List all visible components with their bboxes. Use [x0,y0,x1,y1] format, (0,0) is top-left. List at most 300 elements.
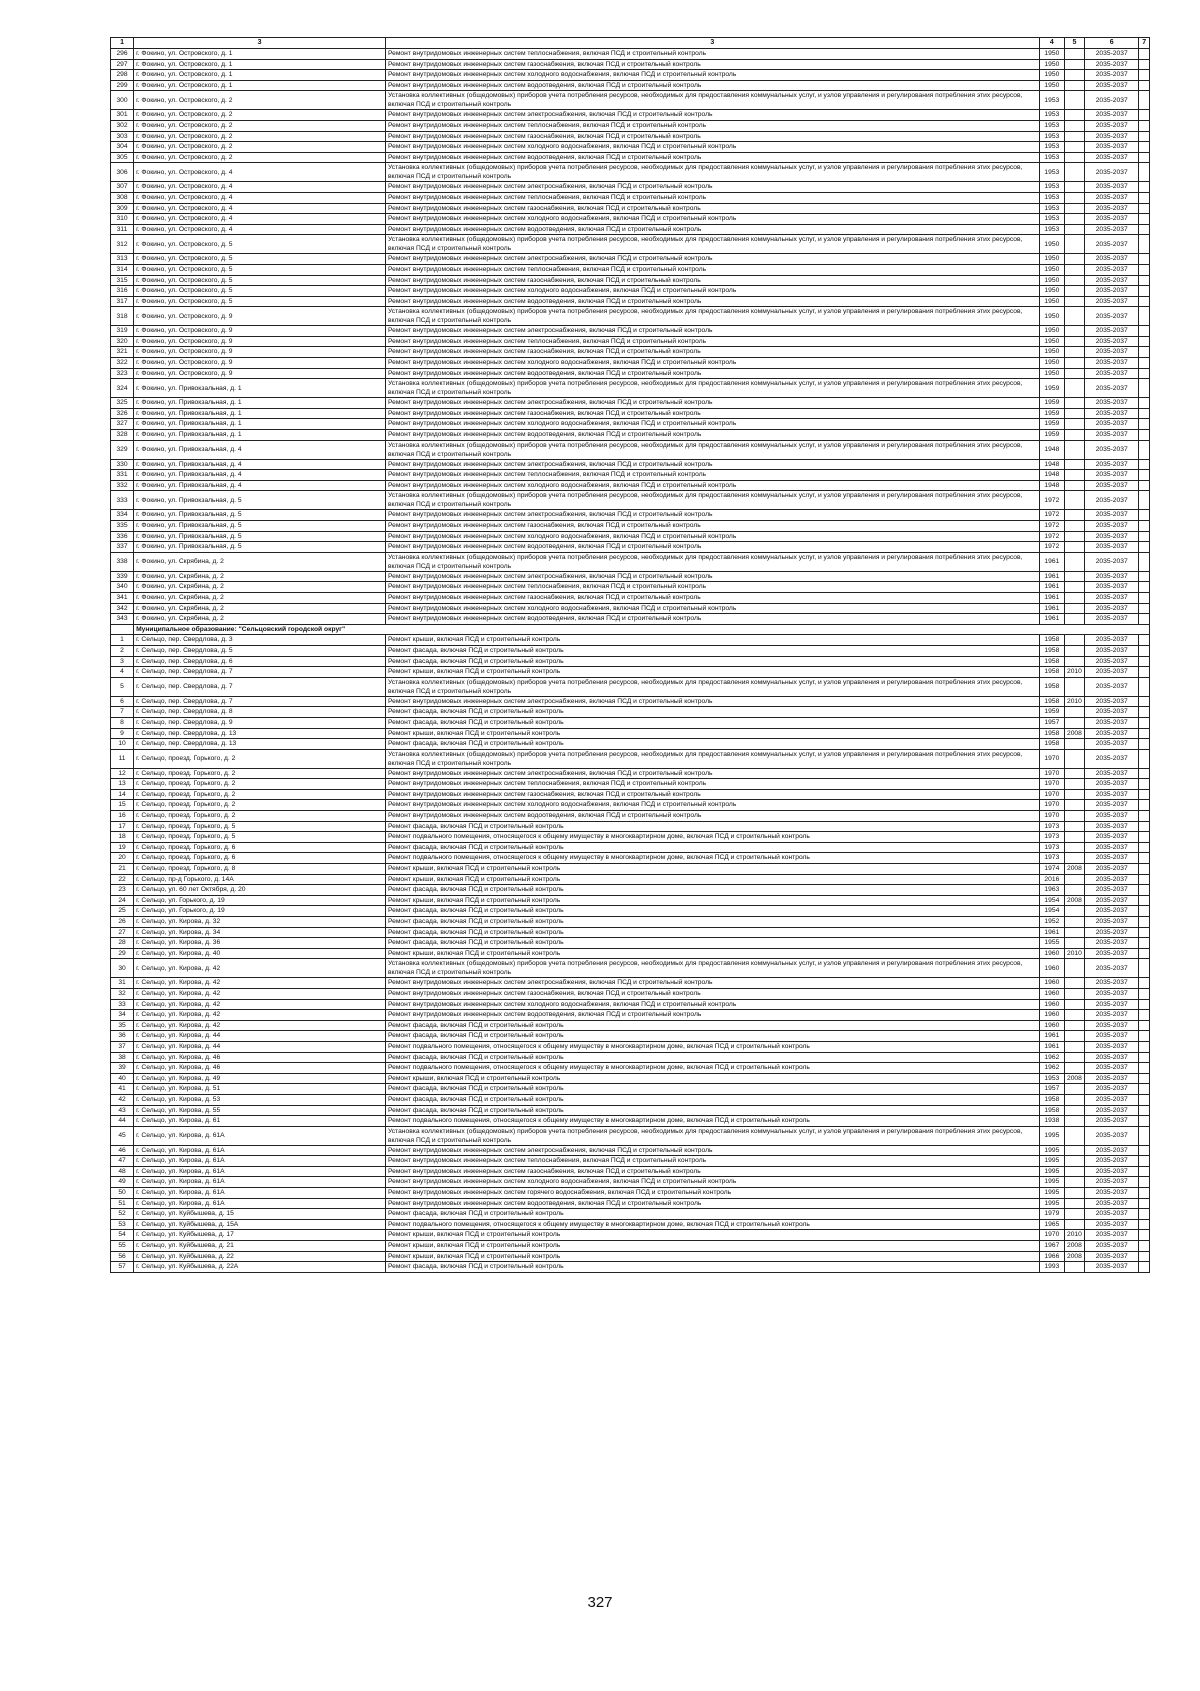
row-number: 20 [111,853,134,864]
row-work: Ремонт внутридомовых инженерных систем электроснабжения, включая ПСД и строительный контроль [385,254,1039,265]
row-last-repair-year [1064,163,1084,182]
row-col-7 [1139,821,1150,832]
row-address: г. Сельцо, ул. Кирова, д. 36 [134,938,386,949]
row-work: Ремонт внутридомовых инженерных систем теплоснабжения, включая ПСД и строительный контроль [385,49,1039,60]
row-number: 321 [111,347,134,358]
row-col-7 [1139,999,1150,1010]
row-address: г. Сельцо, пер. Свердлова, д. 9 [134,717,386,728]
table-row [111,1084,1150,1095]
row-address: г. Сельцо, ул. Кирова, д. 55 [134,1105,386,1116]
row-period: 2035-2037 [1084,1219,1139,1230]
row-year: 1958 [1039,739,1064,750]
row-col-7 [1139,1251,1150,1262]
row-work: Ремонт подвального помещения, относящегося к общему имуществу в многоквартирном доме, включая ПСД и строительный контроль [385,1116,1039,1127]
row-number: 299 [111,80,134,91]
row-col-7 [1139,789,1150,800]
row-last-repair-year [1064,120,1084,131]
row-number: 34 [111,1010,134,1021]
row-last-repair-year [1064,1209,1084,1220]
row-col-7 [1139,142,1150,153]
row-period: 2035-2037 [1084,326,1139,337]
row-period: 2035-2037 [1084,182,1139,193]
row-col-7 [1139,832,1150,843]
header-col-4: 4 [1039,38,1064,49]
row-year: 1953 [1039,224,1064,235]
row-work: Ремонт внутридомовых инженерных систем электроснабжения, включая ПСД и строительный контроль [385,510,1039,521]
table-row [111,142,1150,153]
row-address: г. Фокино, ул. Островского, д. 9 [134,347,386,358]
row-year: 1995 [1039,1156,1064,1167]
row-last-repair-year [1064,1262,1084,1273]
row-number: 46 [111,1145,134,1156]
row-year: 1995 [1039,1198,1064,1209]
row-address: г. Сельцо, ул. Куйбышева, д. 21 [134,1241,386,1252]
table-row [111,379,1150,398]
row-address: г. Сельцо, ул. Куйбышева, д. 17 [134,1230,386,1241]
row-number: 26 [111,917,134,928]
table-row [111,874,1150,885]
row-work: Установка коллективных (общедомовых) приборов учета потребления ресурсов, необходимых для предоставления коммунальных услуг, и узлов управления и регулирования потребления этих ресурсов, включая ПСД и строительный контроль [385,959,1039,978]
table-header-row [111,38,1150,49]
row-address: г. Сельцо, ул. Кирова, д. 51 [134,1084,386,1095]
row-work: Установка коллективных (общедомовых) приборов учета потребления ресурсов, необходимых для предоставления коммунальных услуг, и узлов управления и регулирования потребления этих ресурсов, включая ПСД и строительный контроль [385,235,1039,254]
table-row [111,552,1150,571]
row-year: 1950 [1039,307,1064,326]
row-year: 1948 [1039,440,1064,459]
row-col-7 [1139,491,1150,510]
row-number: 19 [111,842,134,853]
row-number: 44 [111,1116,134,1127]
row-work: Ремонт внутридомовых инженерных систем водоотведения, включая ПСД и строительный контроль [385,224,1039,235]
row-period: 2035-2037 [1084,717,1139,728]
table-row [111,917,1150,928]
row-number: 333 [111,491,134,510]
row-year: 1950 [1039,264,1064,275]
row-period: 2035-2037 [1084,336,1139,347]
row-last-repair-year [1064,430,1084,441]
row-last-repair-year [1064,1041,1084,1052]
row-col-7 [1139,895,1150,906]
table-row [111,614,1150,625]
row-work: Установка коллективных (общедомовых) приборов учета потребления ресурсов, необходимых для предоставления коммунальных услуг, и узлов управления и регулирования потребления этих ресурсов, включая ПСД и строительный контроль [385,440,1039,459]
row-year: 1957 [1039,717,1064,728]
row-last-repair-year [1064,326,1084,337]
row-address: г. Сельцо, проезд. Горького, д. 2 [134,749,386,768]
header-col-3: 3 [385,38,1039,49]
row-period: 2035-2037 [1084,152,1139,163]
row-work: Установка коллективных (общедомовых) приборов учета потребления ресурсов, необходимых для предоставления коммунальных услуг, и узлов управления и регулирования потребления этих ресурсов, включая ПСД и строительный контроль [385,1126,1039,1145]
row-address: г. Фокино, ул. Скрябина, д. 2 [134,582,386,593]
row-period: 2035-2037 [1084,1188,1139,1199]
row-period: 2035-2037 [1084,832,1139,843]
row-col-7 [1139,1052,1150,1063]
row-col-7 [1139,614,1150,625]
row-col-7 [1139,379,1150,398]
row-number: 1 [111,635,134,646]
row-work: Ремонт фасада, включая ПСД и строительный контроль [385,1262,1039,1273]
row-period: 2035-2037 [1084,789,1139,800]
row-period: 2035-2037 [1084,1156,1139,1167]
row-period: 2035-2037 [1084,264,1139,275]
row-year: 1953 [1039,131,1064,142]
table-row [111,821,1150,832]
row-address: г. Фокино, ул. Островского, д. 5 [134,275,386,286]
row-year: 1973 [1039,832,1064,843]
row-number: 11 [111,749,134,768]
row-period: 2035-2037 [1084,542,1139,553]
row-last-repair-year: 2008 [1064,895,1084,906]
row-last-repair-year [1064,1156,1084,1167]
row-period: 2035-2037 [1084,635,1139,646]
row-period: 2035-2037 [1084,1262,1139,1273]
row-year: 1953 [1039,203,1064,214]
row-col-7 [1139,635,1150,646]
row-last-repair-year [1064,800,1084,811]
row-last-repair-year: 2010 [1064,667,1084,678]
row-address: г. Сельцо, пер. Свердлова, д. 3 [134,635,386,646]
table-row [111,1230,1150,1241]
row-col-7 [1139,80,1150,91]
row-year: 1960 [1039,1020,1064,1031]
row-address: г. Фокино, ул. Островского, д. 1 [134,70,386,81]
table-row [111,131,1150,142]
row-last-repair-year [1064,203,1084,214]
row-period: 2035-2037 [1084,296,1139,307]
row-year: 1961 [1039,603,1064,614]
row-work: Ремонт внутридомовых инженерных систем газоснабжения, включая ПСД и строительный контроль [385,59,1039,70]
row-last-repair-year [1064,214,1084,225]
row-year: 1965 [1039,1219,1064,1230]
row-work: Установка коллективных (общедомовых) приборов учета потребления ресурсов, необходимых для предоставления коммунальных услуг, и узлов управления и регулирования потребления этих ресурсов, включая ПСД и строительный контроль [385,307,1039,326]
row-number: 313 [111,254,134,265]
row-col-7 [1139,1105,1150,1116]
row-address: г. Сельцо, ул. Кирова, д. 61А [134,1156,386,1167]
row-col-7 [1139,275,1150,286]
row-col-7 [1139,842,1150,853]
row-work: Ремонт внутридомовых инженерных систем водоотведения, включая ПСД и строительный контроль [385,80,1039,91]
row-address: г. Фокино, ул. Скрябина, д. 2 [134,571,386,582]
row-number: 316 [111,286,134,297]
row-col-7 [1139,480,1150,491]
table-row [111,906,1150,917]
row-work: Ремонт крыши, включая ПСД и строительный контроль [385,864,1039,875]
table-row [111,368,1150,379]
row-period: 2035-2037 [1084,1094,1139,1105]
row-period: 2035-2037 [1084,131,1139,142]
row-work: Ремонт крыши, включая ПСД и строительный контроль [385,635,1039,646]
row-work: Ремонт внутридомовых инженерных систем водоотведения, включая ПСД и строительный контроль [385,542,1039,553]
table-row [111,91,1150,110]
row-address: г. Сельцо, ул. Кирова, д. 53 [134,1094,386,1105]
row-period: 2035-2037 [1084,821,1139,832]
row-year: 1958 [1039,635,1064,646]
row-last-repair-year [1064,1126,1084,1145]
row-period: 2035-2037 [1084,49,1139,60]
row-period: 2035-2037 [1084,906,1139,917]
row-work: Ремонт внутридомовых инженерных систем электроснабжения, включая ПСД и строительный контроль [385,398,1039,409]
row-address: г. Фокино, ул. Привокзальная, д. 1 [134,398,386,409]
row-number: 312 [111,235,134,254]
row-work: Установка коллективных (общедомовых) приборов учета потребления ресурсов, необходимых для предоставления коммунальных услуг, и узлов управления и регулирования потребления этих ресурсов, включая ПСД и строительный контроль [385,491,1039,510]
row-year: 1938 [1039,1116,1064,1127]
row-work: Ремонт внутридомовых инженерных систем теплоснабжения, включая ПСД и строительный контроль [385,779,1039,790]
table-row [111,440,1150,459]
table-row [111,1251,1150,1262]
row-year: 1972 [1039,531,1064,542]
row-period: 2035-2037 [1084,1073,1139,1084]
row-period: 2035-2037 [1084,707,1139,718]
row-col-7 [1139,521,1150,532]
row-year: 1973 [1039,821,1064,832]
row-year: 1966 [1039,1251,1064,1262]
row-work: Ремонт фасада, включая ПСД и строительный контроль [385,927,1039,938]
row-work: Ремонт внутридомовых инженерных систем холодного водоснабжения, включая ПСД и строительный контроль [385,358,1039,369]
row-year: 1950 [1039,347,1064,358]
row-period: 2035-2037 [1084,235,1139,254]
row-address: г. Фокино, ул. Островского, д. 2 [134,120,386,131]
row-col-7 [1139,1209,1150,1220]
row-year: 1959 [1039,398,1064,409]
row-year: 1950 [1039,275,1064,286]
row-last-repair-year [1064,275,1084,286]
row-last-repair-year: 2008 [1064,1073,1084,1084]
row-period: 2035-2037 [1084,768,1139,779]
table-row [111,1052,1150,1063]
row-work: Ремонт подвального помещения, относящегося к общему имуществу в многоквартирном доме, включая ПСД и строительный контроль [385,832,1039,843]
row-last-repair-year [1064,1010,1084,1021]
table-row [111,779,1150,790]
row-period: 2035-2037 [1084,275,1139,286]
row-period: 2035-2037 [1084,521,1139,532]
row-last-repair-year [1064,938,1084,949]
row-work: Ремонт внутридомовых инженерных систем теплоснабжения, включая ПСД и строительный контроль [385,1156,1039,1167]
row-work: Ремонт внутридомовых инженерных систем холодного водоснабжения, включая ПСД и строительный контроль [385,142,1039,153]
row-col-7 [1139,592,1150,603]
row-col-7 [1139,1241,1150,1252]
table-row [111,264,1150,275]
row-period: 2035-2037 [1084,677,1139,696]
row-number: 40 [111,1073,134,1084]
row-work: Ремонт внутридомовых инженерных систем холодного водоснабжения, включая ПСД и строительный контроль [385,286,1039,297]
row-number: 51 [111,1198,134,1209]
row-period: 2035-2037 [1084,592,1139,603]
row-year: 1967 [1039,1241,1064,1252]
row-number: 343 [111,614,134,625]
row-year: 1952 [1039,917,1064,928]
row-year: 1950 [1039,49,1064,60]
row-number: 322 [111,358,134,369]
row-year: 1961 [1039,1041,1064,1052]
row-year: 1960 [1039,999,1064,1010]
row-col-7 [1139,1219,1150,1230]
row-address: г. Сельцо, ул. Кирова, д. 61А [134,1145,386,1156]
row-period: 2035-2037 [1084,1230,1139,1241]
row-address: г. Фокино, ул. Скрябина, д. 2 [134,603,386,614]
row-work: Ремонт внутридомовых инженерных систем теплоснабжения, включая ПСД и строительный контроль [385,120,1039,131]
row-col-7 [1139,214,1150,225]
row-year: 1970 [1039,749,1064,768]
row-last-repair-year [1064,821,1084,832]
row-col-7 [1139,347,1150,358]
row-work: Ремонт крыши, включая ПСД и строительный контроль [385,895,1039,906]
row-col-7 [1139,1084,1150,1095]
row-work: Ремонт внутридомовых инженерных систем горячего водоснабжения, включая ПСД и строительный контроль [385,1188,1039,1199]
row-period: 2035-2037 [1084,254,1139,265]
row-year: 1972 [1039,510,1064,521]
row-work: Ремонт внутридомовых инженерных систем газоснабжения, включая ПСД и строительный контроль [385,592,1039,603]
row-work: Ремонт крыши, включая ПСД и строительный контроль [385,1251,1039,1262]
row-period: 2035-2037 [1084,203,1139,214]
row-work: Ремонт внутридомовых инженерных систем электроснабжения, включая ПСД и строительный контроль [385,326,1039,337]
row-year: 1960 [1039,948,1064,959]
row-number: 48 [111,1166,134,1177]
row-last-repair-year [1064,811,1084,822]
row-address: г. Сельцо, ул. Кирова, д. 61А [134,1198,386,1209]
row-work: Ремонт внутридомовых инженерных систем холодного водоснабжения, включая ПСД и строительный контроль [385,603,1039,614]
row-period: 2035-2037 [1084,1209,1139,1220]
row-year: 1954 [1039,895,1064,906]
row-work: Ремонт фасада, включая ПСД и строительный контроль [385,821,1039,832]
row-address: г. Фокино, ул. Островского, д. 9 [134,307,386,326]
row-number: 9 [111,728,134,739]
row-number: 8 [111,717,134,728]
row-number: 30 [111,959,134,978]
row-address: г. Фокино, ул. Привокзальная, д. 4 [134,480,386,491]
row-period: 2035-2037 [1084,1198,1139,1209]
row-col-7 [1139,110,1150,121]
row-col-7 [1139,182,1150,193]
row-col-7 [1139,264,1150,275]
row-work: Ремонт внутридомовых инженерных систем электроснабжения, включая ПСД и строительный контроль [385,571,1039,582]
row-year: 1953 [1039,91,1064,110]
row-address: г. Сельцо, пер. Свердлова, д. 13 [134,728,386,739]
row-last-repair-year [1064,542,1084,553]
row-address: г. Сельцо, проезд. Горького, д. 5 [134,832,386,843]
row-address: г. Сельцо, ул. Кирова, д. 61А [134,1166,386,1177]
row-work: Ремонт внутридомовых инженерных систем холодного водоснабжения, включая ПСД и строительный контроль [385,531,1039,542]
row-address: г. Фокино, ул. Островского, д. 2 [134,91,386,110]
table-row [111,1209,1150,1220]
table-row [111,571,1150,582]
row-year: 1972 [1039,491,1064,510]
row-address: г. Сельцо, проезд. Горького, д. 2 [134,779,386,790]
row-last-repair-year [1064,1166,1084,1177]
row-work: Ремонт внутридомовых инженерных систем газоснабжения, включая ПСД и строительный контроль [385,1166,1039,1177]
table-row [111,677,1150,696]
row-number: 37 [111,1041,134,1052]
row-period: 2035-2037 [1084,1177,1139,1188]
row-col-7 [1139,853,1150,864]
row-address: г. Сельцо, ул. Кирова, д. 32 [134,917,386,928]
table-row [111,728,1150,739]
row-col-7 [1139,1063,1150,1074]
row-col-7 [1139,811,1150,822]
row-col-7 [1139,368,1150,379]
row-period: 2035-2037 [1084,459,1139,470]
table-row [111,254,1150,265]
row-last-repair-year [1064,142,1084,153]
row-period: 2035-2037 [1084,811,1139,822]
row-year: 1961 [1039,571,1064,582]
row-number: 38 [111,1052,134,1063]
row-year: 1958 [1039,645,1064,656]
row-number: 22 [111,874,134,885]
row-number: 45 [111,1126,134,1145]
row-address: г. Сельцо, ул. Куйбышева, д. 22А [134,1262,386,1273]
row-address: г. Сельцо, ул. Кирова, д. 61А [134,1126,386,1145]
table-row [111,948,1150,959]
row-period: 2035-2037 [1084,853,1139,864]
row-last-repair-year [1064,110,1084,121]
row-col-7 [1139,358,1150,369]
row-last-repair-year [1064,408,1084,419]
row-address: г. Фокино, ул. Островского, д. 4 [134,163,386,182]
row-last-repair-year [1064,1031,1084,1042]
table-row [111,347,1150,358]
row-col-7 [1139,645,1150,656]
row-col-7 [1139,1156,1150,1167]
row-address: г. Фокино, ул. Островского, д. 4 [134,224,386,235]
row-address: г. Сельцо, пер. Свердлова, д. 8 [134,707,386,718]
row-last-repair-year [1064,571,1084,582]
row-number: 4 [111,667,134,678]
row-col-7 [1139,419,1150,430]
row-number: 307 [111,182,134,193]
table-row [111,1262,1150,1273]
row-col-7 [1139,948,1150,959]
table-row [111,1020,1150,1031]
row-last-repair-year [1064,832,1084,843]
row-address: г. Фокино, ул. Островского, д. 1 [134,49,386,60]
row-col-7 [1139,235,1150,254]
row-address: г. Фокино, ул. Островского, д. 9 [134,326,386,337]
row-number: 301 [111,110,134,121]
row-col-7 [1139,864,1150,875]
row-work: Ремонт внутридомовых инженерных систем теплоснабжения, включая ПСД и строительный контроль [385,470,1039,481]
row-col-7 [1139,1094,1150,1105]
row-last-repair-year [1064,978,1084,989]
row-address: г. Сельцо, ул. Кирова, д. 44 [134,1031,386,1042]
row-year: 1953 [1039,163,1064,182]
row-col-7 [1139,739,1150,750]
row-last-repair-year [1064,286,1084,297]
row-year: 1970 [1039,779,1064,790]
row-number: 49 [111,1177,134,1188]
row-col-7 [1139,582,1150,593]
table-row [111,1166,1150,1177]
row-address: г. Фокино, ул. Островского, д. 4 [134,214,386,225]
row-col-7 [1139,667,1150,678]
row-last-repair-year [1064,645,1084,656]
row-address: г. Сельцо, ул. Кирова, д. 42 [134,1010,386,1021]
row-work: Ремонт фасада, включая ПСД и строительный контроль [385,1105,1039,1116]
row-last-repair-year [1064,264,1084,275]
row-work: Ремонт крыши, включая ПСД и строительный контроль [385,667,1039,678]
header-col-2: 3 [134,38,386,49]
row-period: 2035-2037 [1084,224,1139,235]
row-period: 2035-2037 [1084,1031,1139,1042]
row-address: г. Сельцо, ул. Кирова, д. 42 [134,978,386,989]
row-last-repair-year [1064,768,1084,779]
row-col-7 [1139,1073,1150,1084]
row-address: г. Фокино, ул. Островского, д. 5 [134,254,386,265]
section-row [111,624,1150,635]
row-year: 1995 [1039,1145,1064,1156]
row-number: 28 [111,938,134,949]
row-number: 331 [111,470,134,481]
row-last-repair-year [1064,491,1084,510]
row-address: г. Сельцо, проезд. Горького, д. 6 [134,842,386,853]
